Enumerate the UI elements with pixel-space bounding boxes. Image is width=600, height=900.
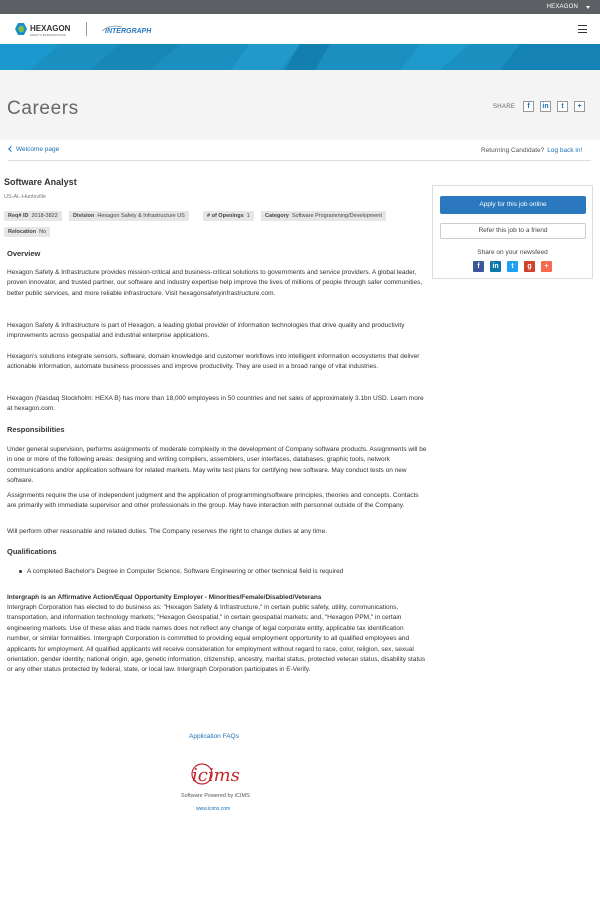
application-faqs-link[interactable]: Application FAQs bbox=[189, 733, 239, 740]
icims-url-link[interactable]: www.icims.com bbox=[196, 806, 231, 812]
header-banner bbox=[0, 44, 600, 70]
add-icon[interactable]: + bbox=[574, 101, 585, 112]
icims-logo-text: icims bbox=[192, 765, 240, 786]
returning-candidate bbox=[481, 147, 582, 154]
returning-label: Returning Candidate? bbox=[481, 147, 545, 154]
top-bar bbox=[0, 0, 600, 14]
responsibilities-paragraph: Under general supervision, performs assignments of moderate complexity in the development of Company software products. Assignments will be in one or more of the following areas: designing and writing compilers, assemblers, user interfaces, databases, graphic tools, network communications and/or application software for related markets. May write test plans for certifying new software. May conduct tests on new software. bbox=[7, 446, 427, 485]
qualification-item: A completed Bachelor's Degree in Computer Science, Software Engineering or other technical field is required bbox=[27, 568, 344, 575]
responsibilities-paragraph: Assignments require the use of independent judgment and the application of programming/software principles, theories and concepts. Contacts are primarily with immediate supervisor and other professionals in the group. May have interaction with personnel outside of the Company. bbox=[7, 492, 419, 510]
share-newsfeed-label: Share on your newsfeed bbox=[477, 249, 548, 256]
overview-paragraph: Hexagon Safety & Infrastructure is part of Hexagon, a leading global provider of information technologies that drive quality and productivity improvements across geospatial and industrial enterprise applications. bbox=[7, 322, 405, 340]
overview-heading: Overview bbox=[7, 249, 41, 258]
eeo-paragraph: Intergraph Corporation has elected to do business as: "Hexagon Safety & Infrastructure," in certain public safety, utility, communications, transportation, and information technology markets; "Hexagon Geospatial," in certain geospatial markets; and, "Hexagon PPM," in certain engineering markets. Use of these alias and trade names does not reflect any change of legal corporate entity, applicable tax identification number, or similar formalities. Intergraph Corporation is committed to providing equal employment opportunity to all qualified employees and applicants for employment. All qualified applicants will receive consideration for employment without regard to race, color, religion, sex, sexual orientation, gender identity, national origin, age, genetic information, citizenship, ancestry, marital status, protected veteran status, disability status or any other status protected by federal, state, or local law. Intergraph Corporation participates in E-Verify. bbox=[7, 604, 426, 674]
divider bbox=[8, 160, 591, 161]
job-title: Software Analyst bbox=[4, 177, 77, 187]
tag-division: Division Hexagon Safety & Infrastructure US bbox=[69, 211, 189, 221]
hexagon-menu[interactable]: HEXAGON bbox=[546, 4, 578, 10]
eeo-title: Intergraph is an Affirmative Action/Equal Opportunity Employer - Minorities/Female/Disabled/Veterans bbox=[7, 594, 322, 601]
main-content bbox=[0, 140, 600, 900]
facebook-icon[interactable]: f bbox=[523, 101, 534, 112]
overview-paragraph: Hexagon's solutions integrate sensors, software, domain knowledge and customer workflows into intelligent information ecosystems that deliver actionable information, automate business processes and improve productivity. They are used in a broad range of vital industries. bbox=[7, 353, 420, 371]
twitter-icon[interactable]: t bbox=[507, 261, 518, 272]
hexagon-logo-subtitle: SAFETY & INFRASTRUCTURE bbox=[30, 34, 66, 37]
powered-by-text: Software Powered by iCIMS bbox=[181, 793, 250, 799]
qualifications-heading: Qualifications bbox=[7, 547, 57, 556]
tag-category: Category Software Programming/Development bbox=[261, 211, 386, 221]
intergraph-logo[interactable] bbox=[100, 23, 158, 35]
linkedin-icon[interactable]: in bbox=[540, 101, 551, 112]
hexagon-logo-text: HEXAGON bbox=[30, 24, 71, 33]
tag-relocation: Relocation No bbox=[4, 227, 50, 237]
title-bar bbox=[0, 70, 600, 140]
share-label: SHARE bbox=[493, 104, 516, 110]
tag-req-id: Req# ID 2018-3822 bbox=[4, 211, 62, 221]
twitter-icon[interactable]: t bbox=[557, 101, 568, 112]
apply-panel bbox=[432, 185, 593, 279]
hexagon-logo[interactable] bbox=[14, 21, 82, 37]
responsibilities-heading: Responsibilities bbox=[7, 425, 65, 434]
site-header bbox=[0, 14, 600, 44]
bullet-icon bbox=[19, 570, 22, 573]
addthis-icon[interactable]: + bbox=[541, 261, 552, 272]
icims-logo[interactable] bbox=[190, 754, 244, 790]
responsibilities-paragraph: Will perform other reasonable and related duties. The Company reserves the right to change duties at any time. bbox=[7, 528, 327, 535]
chevron-left-icon bbox=[8, 146, 14, 152]
job-location: US-AL-Huntsville bbox=[4, 194, 46, 200]
overview-paragraph: Hexagon Safety & Infrastructure provides mission-critical and business-critical solutions to governments and service providers. A global leader, proven innovator, and trusted partner, our software and industry expertise help improve the lives of millions of people through safer communities, better public services, and more reliable infrastructure. Visit hexagonsafetyinfrastructure.com. bbox=[7, 269, 423, 297]
caret-down-icon[interactable] bbox=[586, 6, 590, 9]
intergraph-logo-text: INTERGRAPH bbox=[105, 28, 152, 35]
facebook-icon[interactable]: f bbox=[473, 261, 484, 272]
google-plus-icon[interactable]: g bbox=[524, 261, 535, 272]
overview-paragraph: Hexagon (Nasdaq Stockholm: HEXA B) has more than 18,000 employees in 50 countries and net sales of approximately 3.1bn USD. Learn more at hexagon.com. bbox=[7, 395, 424, 413]
welcome-page-link[interactable]: Welcome page bbox=[9, 146, 59, 153]
apply-button[interactable]: Apply for this job online bbox=[440, 196, 586, 214]
tag-openings: # of Openings 1 bbox=[203, 211, 254, 221]
refer-friend-button[interactable]: Refer this job to a friend bbox=[440, 223, 586, 239]
page-title: Careers bbox=[7, 98, 79, 119]
linkedin-icon[interactable]: in bbox=[490, 261, 501, 272]
hamburger-menu-icon[interactable] bbox=[578, 25, 587, 33]
login-link[interactable]: Log back in! bbox=[547, 147, 583, 154]
logo-divider bbox=[86, 22, 87, 36]
